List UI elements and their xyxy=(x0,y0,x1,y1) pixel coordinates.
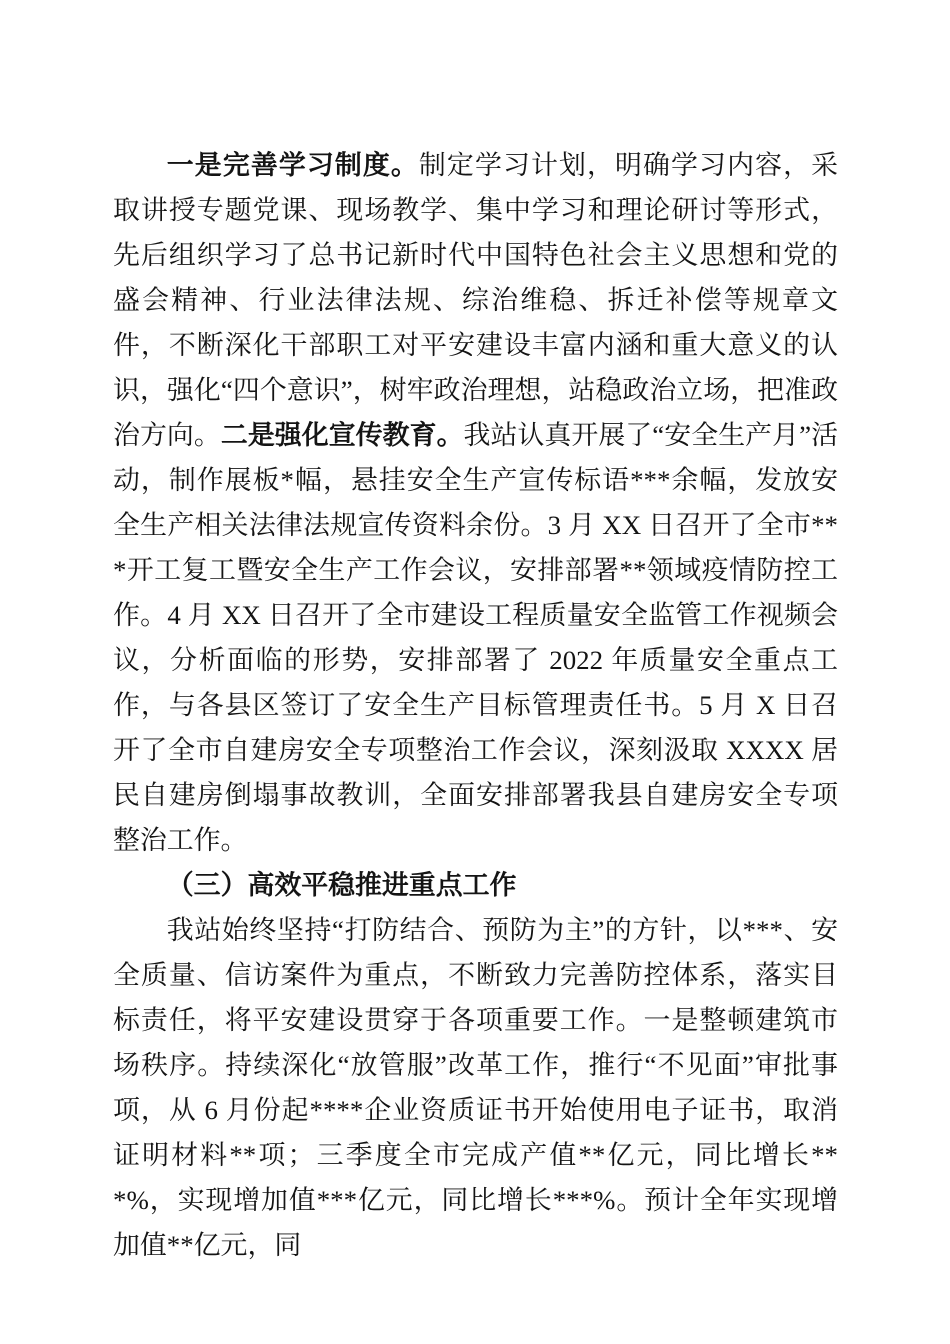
text-run: 制定学习计划，明确学习内容，采取讲授专题党课、现场教学、集中学习和理论研讨等形式，先后组织学习了总书记新时代中国特色社会主义思想和党的盛会精神、行业法律法规、综治维稳、拆迁补偿等规章文件，不断深化干部职工对平安建设丰富内涵和重大意义的认识，强化“四个意识”，树牢政治理想，站稳政治立场，把准政治方向。 xyxy=(113,150,839,450)
section-heading-three xyxy=(113,863,838,908)
bold-text-run: 二是强化宣传教育。 xyxy=(220,420,464,450)
text-body xyxy=(113,143,838,1268)
paragraph-learning-system xyxy=(113,143,838,863)
paragraph-key-tasks xyxy=(113,908,838,1268)
text-run: 我站认真开展了“安全生产月”活动，制作展板*幅，悬挂安全生产宣传标语***余幅，发放安全生产相关法律法规宣传资料余份。3 月 XX 日召开了全市***开工复工暨安全生产工作会议，安排部署**领域疫情防控工作。4 月 XX 日召开了全市建设工程质量安全监管工作视频会议，分析面临的形势，安排部署了 2022 年质量安全重点工作，与各县区签订了安全生产目标管理责任书。5 月 X 日召开了全市自建房安全专项整治工作会议，深刻汲取 XXXX 居民自建房倒塌事故教训，全面安排部署我县自建房安全专项整治工作。 xyxy=(113,420,838,855)
bold-text-run: 一是完善学习制度。 xyxy=(166,150,419,180)
bold-text-run: （三）高效平稳推进重点工作 xyxy=(166,870,517,900)
text-run: 我站始终坚持“打防结合、预防为主”的方针，以***、安全质量、信访案件为重点，不断致力完善防控体系，落实目标责任，将平安建设贯穿于各项重要工作。一是整顿建筑市场秩序。持续深化“放管服”改革工作，推行“不见面”审批事项，从 6 月份起****企业资质证书开始使用电子证书，取消证明材料**项；三季度全市完成产值**亿元，同比增长***%，实现增加值***亿元，同比增长***%。预计全年实现增加值**亿元，同 xyxy=(113,915,838,1260)
